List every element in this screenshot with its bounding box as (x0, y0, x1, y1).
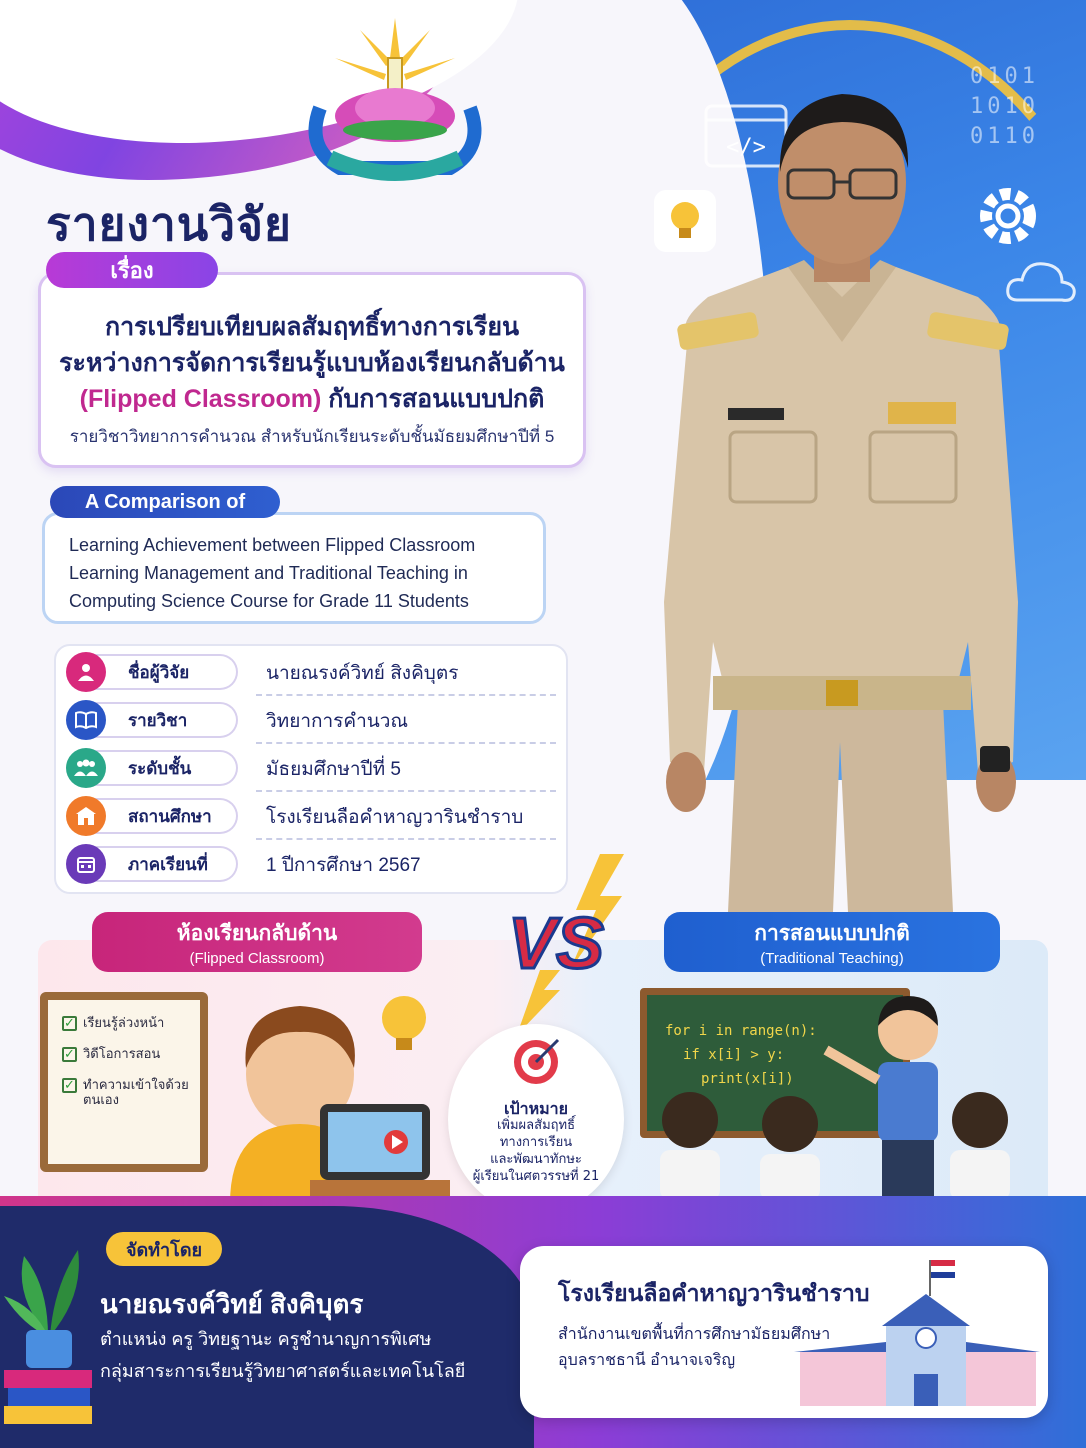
checkmark-icon: ✓ (62, 1047, 77, 1062)
english-line: Computing Science Course for Grade 11 Students (69, 591, 469, 611)
school-name: โรงเรียนลือคำหาญวารินชำราบ (558, 1280, 870, 1306)
researcher-photo (618, 82, 1066, 912)
info-row-researcher (66, 652, 556, 692)
checklist-text: ทำความเข้าใจด้วยตนเอง (83, 1078, 189, 1108)
organizer-group: กลุ่มสาระการเรียนรู้วิทยาศาสตร์และเทคโนโลยี (100, 1361, 466, 1381)
person-icon (66, 652, 106, 692)
flipped-checklist-board (40, 992, 208, 1172)
checklist-item (62, 1047, 194, 1062)
info-row-subject (66, 700, 556, 740)
traditional-subtitle: (Traditional Teaching) (760, 950, 904, 967)
code-line: if x[i] > y: (683, 1047, 785, 1063)
book-icon (66, 700, 106, 740)
svg-text:VS: VS (508, 904, 605, 984)
svg-text:</>: </> (726, 135, 766, 160)
divider (256, 742, 556, 744)
info-label: สถานศึกษา (88, 798, 238, 834)
topic-label: เรื่อง (46, 252, 218, 288)
organizer-label: จัดทำโดย (106, 1232, 222, 1266)
info-label: รายวิชา (88, 702, 238, 738)
info-row-semester (66, 844, 556, 884)
goal-line: และพัฒนาทักษะ (490, 1152, 582, 1167)
divider (256, 694, 556, 696)
topic-highlight: (Flipped Classroom) (79, 385, 322, 413)
info-value: โรงเรียนลือคำหาญวารินชำราบ (266, 807, 524, 828)
school-icon (66, 796, 106, 836)
info-value: 1 ปีการศึกษา 2567 (266, 855, 421, 876)
topic-box (38, 272, 586, 468)
student-tablet-illustration (190, 984, 450, 1204)
binary-line: 0101 (970, 64, 1039, 89)
checklist-text: เรียนรู้ล่วงหน้า (83, 1016, 165, 1031)
researcher-info-box (54, 644, 568, 894)
target-icon (510, 1034, 562, 1086)
school-building-icon (790, 1256, 1040, 1412)
goal-line: ทางการเรียน (499, 1135, 573, 1150)
english-title-box (42, 512, 546, 624)
report-title: รายงานวิจัย (46, 198, 292, 250)
checkmark-icon: ✓ (62, 1078, 77, 1093)
traditional-title: การสอนแบบปกติ (754, 922, 910, 945)
school-office: สำนักงานเขตพื้นที่การศึกษามัธยมศึกษา (558, 1326, 831, 1343)
checkmark-icon: ✓ (62, 1016, 77, 1031)
school-location: อุบลราชธานี อำนาจเจริญ (558, 1352, 736, 1369)
school-emblem-logo (300, 18, 490, 188)
vs-lightning-icon (500, 850, 640, 1040)
info-label: ระดับชั้น (88, 750, 238, 786)
goal-line: ผู้เรียนในศตวรรษที่ 21 (472, 1169, 600, 1184)
checklist-item (62, 1016, 194, 1031)
english-line: Learning Achievement between Flipped Classroom (69, 535, 476, 555)
divider (256, 790, 556, 792)
traditional-teaching-header (664, 912, 1000, 972)
info-value: วิทยาการคำนวณ (266, 711, 409, 732)
info-value: มัธยมศึกษาปีที่ 5 (266, 759, 401, 780)
topic-line-3-rest: กับการสอนแบบปกติ (321, 385, 545, 413)
organizer-name: นายณรงค์วิทย์ สิงคิบุตร (100, 1289, 364, 1319)
info-value: นายณรงค์วิทย์ สิงคิบุตร (266, 663, 459, 684)
info-label: ภาคเรียนที่ (88, 846, 238, 882)
goal-title: เป้าหมาย (503, 1099, 569, 1118)
topic-subtitle: รายวิชาวิทยาการคำนวณ สำหรับนักเรียนระดับชั้นมัธยมศึกษาปีที่ 5 (69, 427, 555, 446)
flipped-title: ห้องเรียนกลับด้าน (176, 922, 338, 945)
code-line: print(x[i]) (701, 1071, 794, 1087)
students-icon (66, 748, 106, 788)
plant-books-icon (4, 1226, 94, 1436)
checklist-item (62, 1078, 194, 1108)
calendar-icon (66, 844, 106, 884)
goal-line: เพิ่มผลสัมฤทธิ์ (496, 1118, 576, 1133)
binary-line: 0110 (970, 124, 1039, 149)
organizer-position: ตำแหน่ง ครู วิทยฐานะ ครูชำนาญการพิเศษ (100, 1329, 432, 1349)
info-label: ชื่อผู้วิจัย (88, 654, 238, 690)
flipped-subtitle: (Flipped Classroom) (189, 950, 325, 967)
checklist-text: วิดีโอการสอน (83, 1047, 161, 1062)
flipped-classroom-header (92, 912, 422, 972)
divider (256, 838, 556, 840)
classroom-illustration (630, 990, 1050, 1220)
topic-line-2: ระหว่างการจัดการเรียนรู้แบบห้องเรียนกลับด้าน (59, 349, 565, 377)
english-label: A Comparison of (50, 486, 280, 518)
code-line: for i in range(n): (665, 1023, 817, 1039)
topic-line-1: การเปรียบเทียบผลสัมฤทธิ์ทางการเรียน (104, 313, 520, 341)
english-line: Learning Management and Traditional Teaching in (69, 563, 468, 583)
goal-bubble (448, 1024, 624, 1214)
topic-line-3 (41, 381, 583, 417)
info-row-level (66, 748, 556, 788)
binary-line: 1010 (970, 94, 1039, 119)
info-row-school (66, 796, 556, 836)
